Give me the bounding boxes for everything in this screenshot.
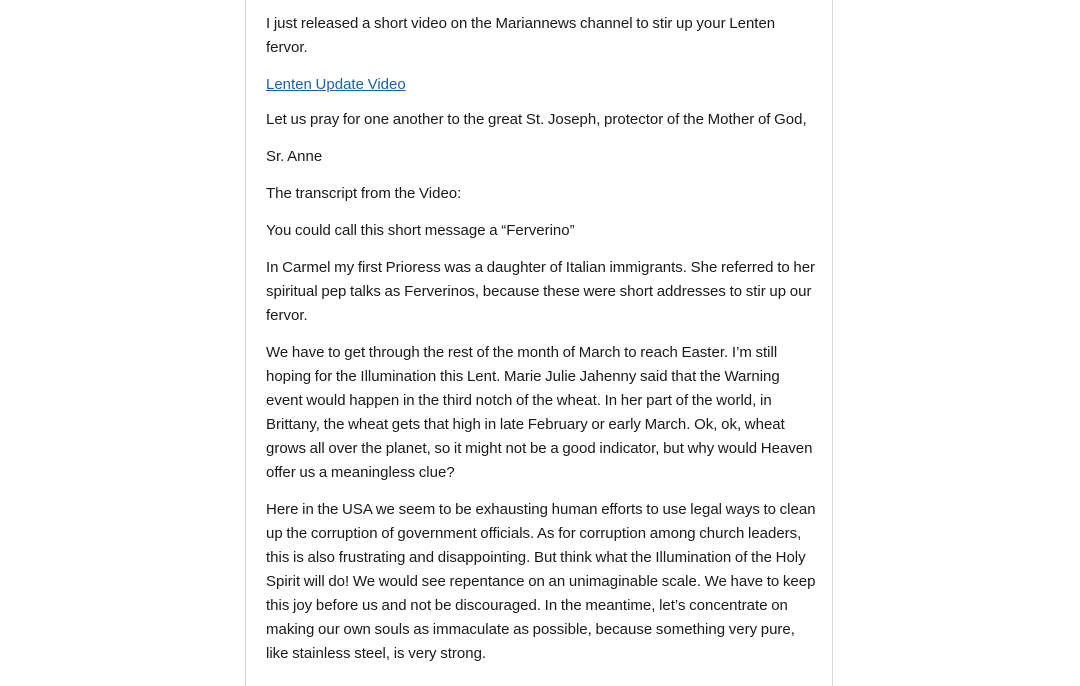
intro-paragraph: I just released a short video on the Mariannews channel to stir up your Lenten fervor.: [266, 15, 776, 56]
video-link-paragraph: [266, 73, 818, 97]
march-paragraph: We have to get through the rest of the month of March to reach Easter. I’m still hoping for the Illumination this Lent. Marie Julie Jahenny said that the Warning event would happen in the third notch of the wheat. In her part of the world, in Brittany, the wheat gets that high in late February or early March. Ok, ok, wheat grows all over the planet, so it might not be a good indicator, but why would Heaven offer us a meaningless clue?: [266, 344, 813, 481]
email-body: [266, 12, 818, 679]
transcript-heading: The transcript from the Video:: [266, 185, 462, 202]
ferverino-paragraph: You could call this short message a “Ferverino”: [266, 222, 575, 239]
prayer-paragraph: Let us pray for one another to the great St. Joseph, protector of the Mother of God,: [266, 111, 807, 128]
email-page: [245, 0, 833, 686]
usa-paragraph: Here in the USA we seem to be exhausting human efforts to use legal ways to clean up the corruption of government officials. As for corruption among church leaders, this is also frustrating and disappointing. But think what the Illumination of the Holy Spirit will do! We would see repentance on an unimaginable scale. We have to keep this joy before us and not be discouraged. In the meantime, let’s concentrate on making our own souls as immaculate as possible, because something very pure, like stainless steel, is very strong.: [266, 501, 816, 662]
carmel-paragraph: In Carmel my first Prioress was a daughter of Italian immigrants. She referred to her spiritual pep talks as Ferverinos, because these were short addresses to stir up our fervor.: [266, 259, 816, 324]
lenten-update-video-link[interactable]: Lenten Update Video: [266, 76, 406, 93]
signature: Sr. Anne: [266, 148, 323, 165]
